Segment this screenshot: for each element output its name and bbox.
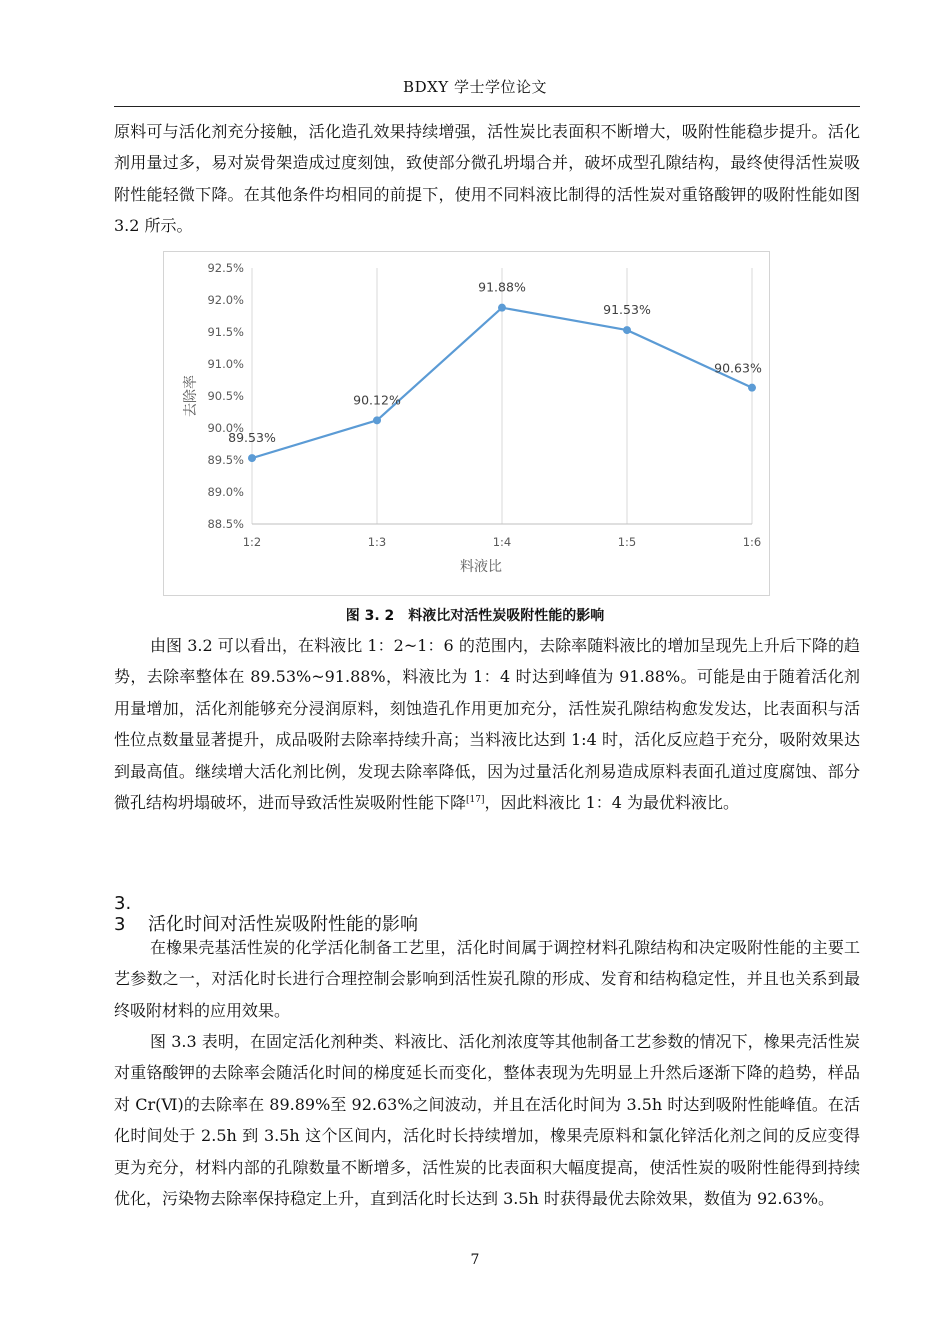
- x-tick-label: 1:2: [242, 535, 262, 549]
- y-tick-label: 90.0%: [207, 421, 244, 435]
- page-header: BDXY 学士学位论文: [403, 78, 547, 96]
- data-label: 90.63%: [714, 360, 762, 376]
- data-label: 91.88%: [478, 279, 526, 295]
- data-label: 89.53%: [228, 430, 276, 446]
- section-title: 活化时间对活性炭吸附性能的影响: [148, 914, 418, 935]
- y-tick-label: 91.5%: [207, 325, 244, 339]
- data-point: [248, 454, 256, 462]
- paragraph-3: 在橡果壳基活性炭的化学活化制备工艺里，活化时间属于调控材料孔隙结构和决定吸附性能的主要工艺参数之一，对活化时长进行合理控制会影响到活性炭孔隙的形成、发育和结构稳定性，并且也关系到最终吸附材料的应用效果。: [114, 938, 860, 1020]
- figure-caption: 图 3. 2 料液比对活性炭吸附性能的影响: [345, 608, 605, 624]
- y-axis-title: 去除率: [183, 375, 199, 417]
- header-rule: [114, 106, 860, 107]
- data-point: [498, 304, 506, 312]
- y-tick-label: 89.5%: [207, 453, 244, 467]
- y-tick-label: 88.5%: [207, 517, 244, 531]
- section-number: 3. 3: [114, 893, 132, 935]
- citation-17: [17]: [466, 795, 485, 806]
- x-axis-title: 料液比: [460, 559, 502, 575]
- paragraph-2-tail: ，因此料液比 1：4 为最优料液比。: [484, 793, 740, 813]
- line-chart: [164, 252, 771, 597]
- page-number: 7: [470, 1252, 480, 1268]
- y-tick-label: 92.5%: [207, 261, 244, 275]
- data-label: 91.53%: [603, 302, 651, 318]
- section-heading: [114, 893, 418, 936]
- paragraph-4: 图 3.3 表明，在固定活化剂种类、料液比、活化剂浓度等其他制备工艺参数的情况下，橡果壳活性炭对重铬酸钾的去除率会随活化时间的梯度延长而变化，整体表现为先明显上升然后逐渐下降的趋势，样品对 Cr(Ⅵ)的去除率在 89.89%至 92.63%之间波动，并且在活化时间为 3.5h 时达到吸附性能峰值。在活化时间处于 2.5h 到 3.5h 这个区间内，活化时长持续增加，橡果壳原料和氯化锌活化剂之间的反应变得更为充分，材料内部的孔隙数量不断增多，活性炭的比表面积大幅度提高，使活性炭的吸附性能得到持续优化，污染物去除率保持稳定上升，直到活化时长达到 3.5h 时获得最优去除效果，数值为 92.63%。: [114, 1032, 860, 1209]
- paragraph-1: 原料可与活化剂充分接触，活化造孔效果持续增强，活性炭比表面积不断增大，吸附性能稳步提升。活化剂用量过多，易对炭骨架造成过度刻蚀，致使部分微孔坍塌合并，破坏成型孔隙结构，最终使得活性炭吸附性能轻微下降。在其他条件均相同的前提下，使用不同料液比制得的活性炭对重铬酸钾的吸附性能如图 3.2 所示。: [114, 122, 860, 236]
- x-tick-label: 1:3: [367, 535, 387, 549]
- paragraph-2: [114, 630, 860, 818]
- data-point: [373, 416, 381, 424]
- y-tick-label: 89.0%: [207, 485, 244, 499]
- x-tick-label: 1:4: [492, 535, 512, 549]
- y-tick-label: 92.0%: [207, 293, 244, 307]
- paragraph-2-text: 由图 3.2 可以看出，在料液比 1：2~1：6 的范围内，去除率随料液比的增加呈现先上升后下降的趋势，去除率整体在 89.53%~91.88%，料液比为 1：4 时达到峰值为 91.88%。可能是由于随着活化剂用量增加，活化剂能够充分浸润原料，刻蚀造孔作用更加充分，活性炭孔隙结构愈发发达，比表面积与活性位点数量显著提升，成品吸附去除率持续升高；当料液比达到 1:4 时，活化反应趋于充分，吸附效果达到最高值。继续增大活化剂比例，发现去除率降低，因为过量活化剂易造成原料表面孔道过度腐蚀、部分微孔结构坍塌破坏，进而导致活性炭吸附性能下降: [114, 636, 860, 813]
- figure-chart: [163, 251, 770, 596]
- y-tick-label: 90.5%: [207, 389, 244, 403]
- data-label: 90.12%: [353, 392, 401, 408]
- y-tick-label: 91.0%: [207, 357, 244, 371]
- x-tick-label: 1:5: [617, 535, 637, 549]
- x-tick-label: 1:6: [742, 535, 762, 549]
- data-point: [623, 326, 631, 334]
- data-point: [748, 384, 756, 392]
